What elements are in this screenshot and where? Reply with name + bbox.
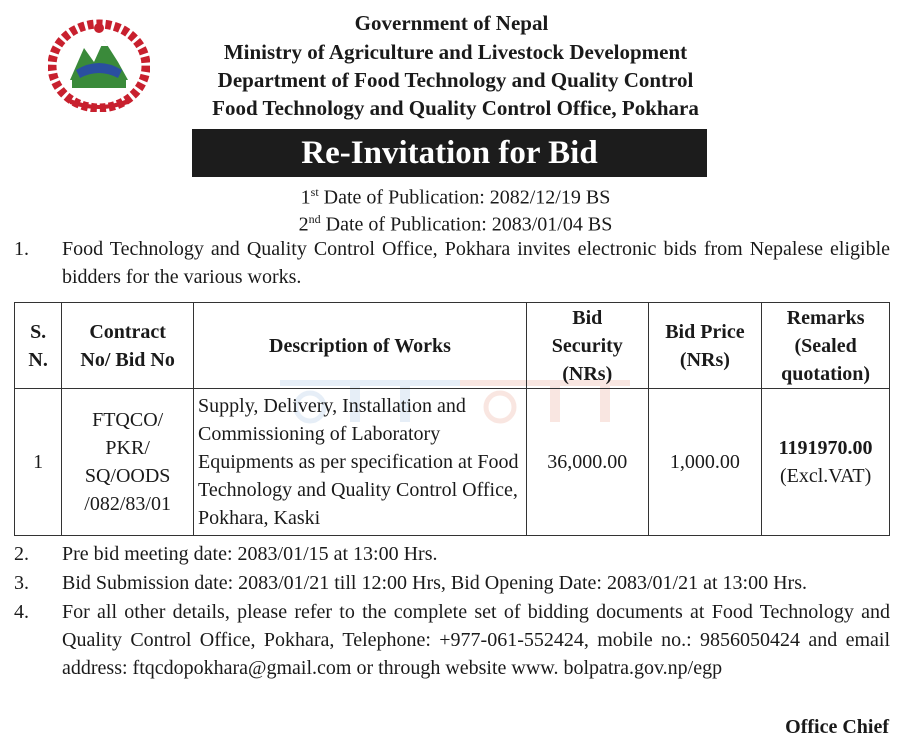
item-4-text: For all other details, please refer to the complete set of bidding documents at Food Technology and Quality Control Office, Pokhara, Telephone: +977-061-552424, mobile no.: 9856050424 and email address: ftqcdopokhara@gmail.com or through website www. bolpatra.gov.np/egp <box>62 601 890 679</box>
item-3-text: Bid Submission date: 2083/01/21 till 12:00 Hrs, Bid Opening Date: 2083/01/21 at 13:00 Hrs. <box>62 572 807 594</box>
cell-bid-security: 36,000.00 <box>526 389 648 536</box>
signatory-title: Office Chief <box>785 716 889 738</box>
cell-sn: 1 <box>15 389 62 536</box>
remarks-amount: 1191970.00 <box>778 437 873 459</box>
col-header-bid-price: Bid Price (NRs) <box>648 303 762 389</box>
item-2-text: Pre bid meeting date: 2083/01/15 at 13:00 Hrs. <box>62 543 438 565</box>
col-header-contract-no: Contract No/ Bid No <box>62 303 194 389</box>
item-1-text: Food Technology and Quality Control Office, Pokhara invites electronic bids from Nepalese eligible bidders for the various works. <box>62 238 890 288</box>
cell-contract-no: FTQCO/ PKR/ SQ/OODS /082/83/01 <box>62 389 194 536</box>
first-publication-date: 1st Date of Publication: 2082/12/19 BS <box>300 185 611 209</box>
col-header-sn: S. N. <box>15 303 62 389</box>
remarks-note: (Excl.VAT) <box>779 465 872 487</box>
col-header-description: Description of Works <box>194 303 527 389</box>
col-header-bid-security: Bid Security (NRs) <box>526 303 648 389</box>
header-ministry: Ministry of Agriculture and Livestock Development <box>223 40 688 64</box>
header-department: Department of Food Technology and Quality Control <box>217 68 694 92</box>
col-header-remarks: Remarks (Sealed quotation) <box>762 303 890 389</box>
header-office: Food Technology and Quality Control Office, Pokhara <box>212 96 699 120</box>
table-header-row <box>15 303 890 389</box>
table-row <box>15 389 890 536</box>
notice-title-banner: Re-Invitation for Bid <box>192 129 707 177</box>
cell-description: Supply, Delivery, Installation and Commissioning of Laboratory Equipments as per specification at Food Technology and Quality Control Office, Pokhara, Kaski <box>194 389 527 536</box>
item-number: 3. <box>14 572 29 594</box>
cell-bid-price: 1,000.00 <box>648 389 762 536</box>
header-government: Government of Nepal <box>354 11 549 35</box>
item-number: 4. <box>14 601 29 623</box>
item-number: 2. <box>14 543 29 565</box>
second-publication-date: 2nd Date of Publication: 2083/01/04 BS <box>298 212 613 236</box>
cell-remarks <box>762 389 890 536</box>
item-number: 1. <box>14 238 29 260</box>
bid-table <box>14 302 890 536</box>
